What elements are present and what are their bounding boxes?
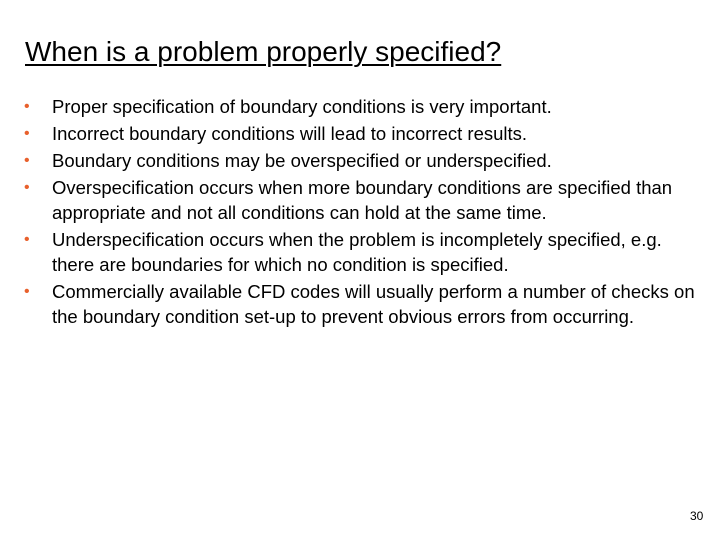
bullet-text: Incorrect boundary conditions will lead to incorrect results. [52, 123, 528, 144]
bullet-dot-icon: • [24, 125, 30, 142]
bullet-dot-icon: • [24, 98, 30, 115]
bullet-dot-icon: • [24, 283, 30, 300]
list-item [24, 94, 704, 119]
slide-title: When is a problem properly specified? [25, 36, 502, 67]
bullet-text: Underspecification occurs when the problem is incompletely specified, e.g. there are boundaries for which no condition is specified. [52, 229, 662, 275]
bullet-text: Commercially available CFD codes will usually perform a number of checks on the boundary condition set-up to prevent obvious errors from occurring. [52, 281, 695, 327]
list-item [24, 227, 704, 277]
bullet-dot-icon: • [24, 152, 30, 169]
bullet-list [24, 94, 704, 329]
bullet-dot-icon: • [24, 231, 30, 248]
list-item [24, 121, 704, 146]
bullet-dot-icon: • [24, 179, 30, 196]
list-item [24, 148, 704, 173]
list-item [24, 175, 704, 225]
bullet-text: Boundary conditions may be overspecified or underspecified. [52, 150, 552, 171]
bullet-text: Proper specification of boundary conditions is very important. [52, 96, 552, 117]
list-item [24, 279, 704, 329]
page-number: 30 [690, 509, 704, 523]
bullet-text: Overspecification occurs when more boundary conditions are specified than appropriate and not all conditions can hold at the same time. [52, 177, 673, 223]
